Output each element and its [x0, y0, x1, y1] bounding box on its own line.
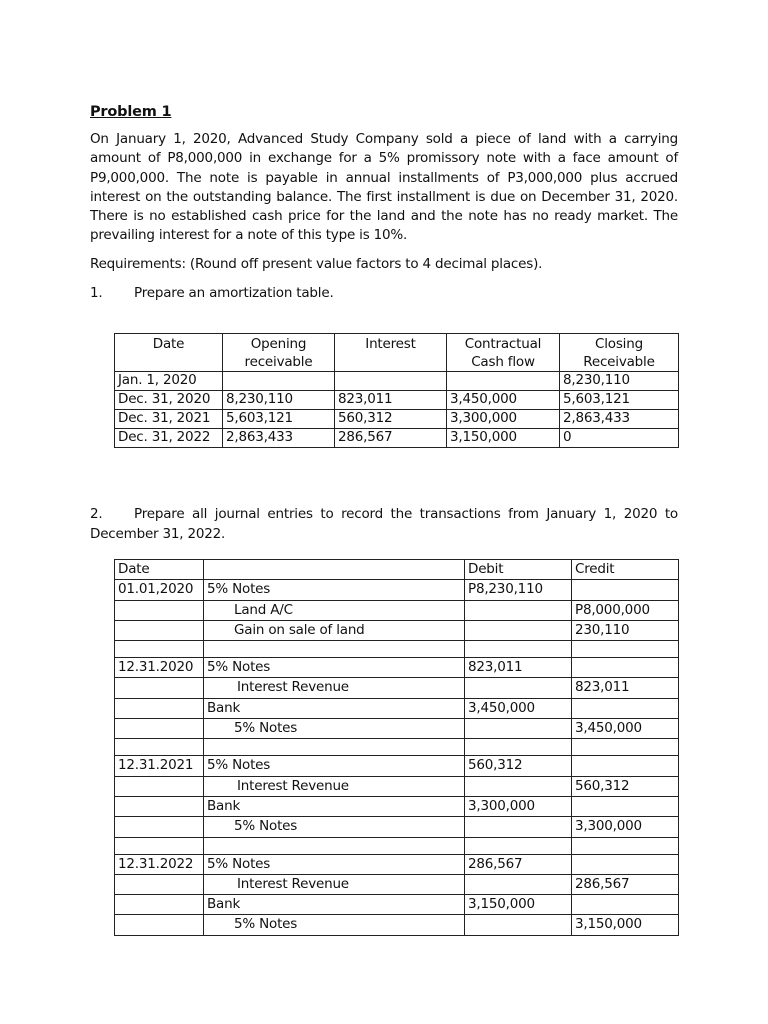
cell-credit: 230,110	[572, 620, 679, 640]
header-date: Date	[115, 334, 223, 372]
cell-opening-receivable: 2,863,433	[223, 429, 335, 448]
cell-date: Jan. 1, 2020	[115, 372, 223, 391]
cell-debit	[465, 678, 572, 698]
header-cash-flow-text: Contractual Cash flow	[464, 336, 542, 370]
cell-credit: 560,312	[572, 776, 679, 796]
cell-account: Gain on sale of land	[204, 620, 465, 640]
cell-closing-receivable: 2,863,433	[560, 410, 679, 429]
cell-credit: 3,150,000	[572, 915, 679, 935]
journal-entry-row	[115, 698, 679, 718]
journal-entry-row	[115, 895, 679, 915]
cell-account: 5% Notes	[204, 854, 465, 874]
cell-contractual-cash-flow: 3,300,000	[447, 410, 560, 429]
cell-date: Dec. 31, 2020	[115, 391, 223, 410]
cell-contractual-cash-flow: 3,450,000	[447, 391, 560, 410]
header-credit: Credit	[572, 560, 679, 580]
amortization-row	[115, 372, 679, 391]
requirement-item-1	[90, 284, 678, 303]
header-debit: Debit	[465, 560, 572, 580]
journal-entry-row	[115, 719, 679, 739]
empty-cell	[465, 739, 572, 756]
requirement-item-2	[90, 505, 678, 544]
header-closing-text: Closing Receivable	[583, 336, 655, 370]
cell-account: 5% Notes	[204, 817, 465, 837]
cell-date	[115, 895, 204, 915]
cell-contractual-cash-flow: 3,150,000	[447, 429, 560, 448]
cell-opening-receivable: 8,230,110	[223, 391, 335, 410]
cell-opening-receivable	[223, 372, 335, 391]
empty-cell	[115, 739, 204, 756]
cell-credit: 286,567	[572, 874, 679, 894]
header-opening-receivable-text: Opening receivable	[244, 336, 313, 370]
requirements-line: Requirements: (Round off present value factors to 4 decimal places).	[90, 255, 543, 272]
cell-date: 12.31.2022	[115, 854, 204, 874]
cell-credit: 3,300,000	[572, 817, 679, 837]
header-date: Date	[115, 560, 204, 580]
journal-entry-row	[115, 854, 679, 874]
amortization-header-row	[115, 334, 679, 372]
cell-debit	[465, 600, 572, 620]
empty-cell	[572, 739, 679, 756]
cell-debit	[465, 776, 572, 796]
cell-debit: 823,011	[465, 658, 572, 678]
item-text: Prepare an amortization table.	[134, 284, 334, 301]
journal-entry-row	[115, 620, 679, 640]
cell-interest: 286,567	[335, 429, 447, 448]
cell-debit	[465, 719, 572, 739]
document-page	[90, 104, 678, 303]
cell-debit: 286,567	[465, 854, 572, 874]
cell-date	[115, 719, 204, 739]
cell-date	[115, 698, 204, 718]
cell-account: Interest Revenue	[204, 776, 465, 796]
cell-debit	[465, 915, 572, 935]
journal-entry-row	[115, 874, 679, 894]
cell-debit	[465, 620, 572, 640]
cell-closing-receivable: 8,230,110	[560, 372, 679, 391]
cell-date	[115, 874, 204, 894]
cell-date: Dec. 31, 2021	[115, 410, 223, 429]
cell-account: 5% Notes	[204, 915, 465, 935]
empty-cell	[115, 641, 204, 658]
cell-debit: P8,230,110	[465, 580, 572, 600]
empty-cell	[204, 837, 465, 854]
cell-opening-receivable: 5,603,121	[223, 410, 335, 429]
journal-entry-row	[115, 600, 679, 620]
cell-account: 5% Notes	[204, 719, 465, 739]
amortization-table	[114, 333, 679, 448]
cell-debit	[465, 817, 572, 837]
journal-entry-row	[115, 658, 679, 678]
journal-header-row	[115, 560, 679, 580]
journal-entry-row	[115, 776, 679, 796]
journal-entry-row	[115, 796, 679, 816]
cell-credit	[572, 580, 679, 600]
cell-credit	[572, 658, 679, 678]
cell-date	[115, 620, 204, 640]
journal-entry-row	[115, 817, 679, 837]
cell-account: 5% Notes	[204, 658, 465, 678]
cell-account: Bank	[204, 895, 465, 915]
cell-account: Interest Revenue	[204, 678, 465, 698]
cell-account: Land A/C	[204, 600, 465, 620]
empty-cell	[572, 837, 679, 854]
journal-entry-row	[115, 915, 679, 935]
cell-credit	[572, 756, 679, 776]
item-number: 1.	[90, 284, 103, 301]
journal-entry-row	[115, 678, 679, 698]
cell-date	[115, 600, 204, 620]
journal-spacer-row	[115, 739, 679, 756]
cell-debit	[465, 874, 572, 894]
problem-title: Problem 1	[90, 104, 172, 120]
item-text: Prepare all journal entries to record the transactions from January 1, 2020 to December 31, 2022.	[90, 506, 678, 542]
cell-account: Bank	[204, 796, 465, 816]
cell-credit: P8,000,000	[572, 600, 679, 620]
cell-date	[115, 678, 204, 698]
cell-date	[115, 796, 204, 816]
journal-spacer-row	[115, 641, 679, 658]
cell-credit	[572, 854, 679, 874]
cell-interest	[335, 372, 447, 391]
empty-cell	[204, 739, 465, 756]
cell-credit	[572, 698, 679, 718]
cell-closing-receivable: 0	[560, 429, 679, 448]
cell-date	[115, 776, 204, 796]
cell-debit: 3,450,000	[465, 698, 572, 718]
empty-cell	[465, 837, 572, 854]
cell-date: 12.31.2020	[115, 658, 204, 678]
cell-debit: 3,150,000	[465, 895, 572, 915]
amortization-row	[115, 391, 679, 410]
cell-credit	[572, 895, 679, 915]
journal-entry-row	[115, 580, 679, 600]
empty-cell	[572, 641, 679, 658]
cell-debit: 560,312	[465, 756, 572, 776]
cell-closing-receivable: 5,603,121	[560, 391, 679, 410]
cell-account: 5% Notes	[204, 580, 465, 600]
header-interest: Interest	[335, 334, 447, 372]
empty-cell	[204, 641, 465, 658]
cell-date: 01.01,2020	[115, 580, 204, 600]
cell-date: Dec. 31, 2022	[115, 429, 223, 448]
amortization-row	[115, 429, 679, 448]
cell-interest: 823,011	[335, 391, 447, 410]
cell-account: 5% Notes	[204, 756, 465, 776]
journal-spacer-row	[115, 837, 679, 854]
cell-date: 12.31.2021	[115, 756, 204, 776]
cell-contractual-cash-flow	[447, 372, 560, 391]
header-closing-receivable	[560, 334, 679, 372]
header-contractual-cash-flow	[447, 334, 560, 372]
cell-date	[115, 915, 204, 935]
empty-cell	[115, 837, 204, 854]
item-number: 2.	[90, 506, 103, 522]
cell-credit: 823,011	[572, 678, 679, 698]
journal-entries-table	[114, 559, 679, 936]
header-opening-receivable	[223, 334, 335, 372]
header-account	[204, 560, 465, 580]
cell-date	[115, 817, 204, 837]
empty-cell	[465, 641, 572, 658]
cell-account: Interest Revenue	[204, 874, 465, 894]
cell-debit: 3,300,000	[465, 796, 572, 816]
problem-statement: On January 1, 2020, Advanced Study Company sold a piece of land with a carrying amount of P8,000,000 in exchange for a 5% promissory note with a face amount of P9,000,000. The note is payable in annual installments of P3,000,000 plus accrued interest on the outstanding balance. The first installment is due on December 31, 2020. There is no established cash price for the land and the note has no ready market. The prevailing interest for a note of this type is 10%.	[90, 131, 678, 244]
journal-entry-row	[115, 756, 679, 776]
cell-credit	[572, 796, 679, 816]
amortization-row	[115, 410, 679, 429]
cell-interest: 560,312	[335, 410, 447, 429]
cell-account: Bank	[204, 698, 465, 718]
cell-credit: 3,450,000	[572, 719, 679, 739]
